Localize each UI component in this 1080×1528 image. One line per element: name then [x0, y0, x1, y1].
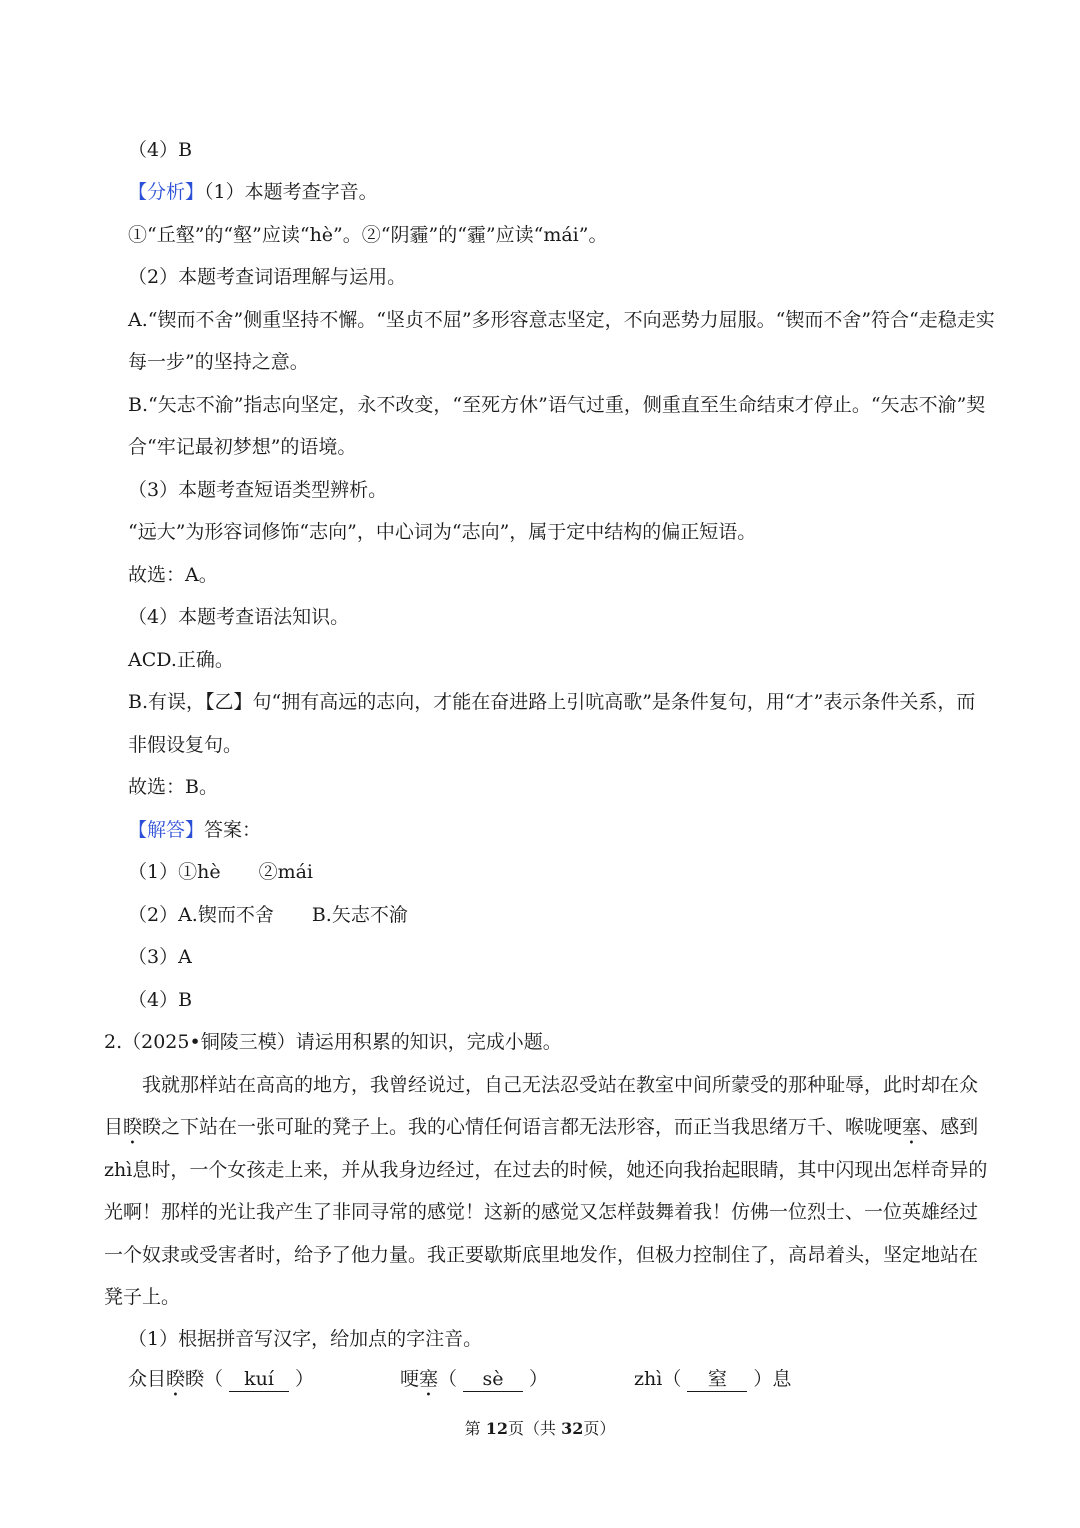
text: （2）A.锲而不舍 B.矢志不渝 — [128, 904, 408, 926]
passage-line-4 — [104, 1198, 978, 1226]
text: （4）本题考查语法知识。 — [128, 606, 350, 628]
total-pages: 32 — [561, 1419, 584, 1438]
text: B.有误，【乙】句“拥有高远的志向，才能在奋进路上引吭高歌”是条件复句，用“才”表示条件关系，而 — [128, 691, 976, 713]
solution-1 — [128, 858, 313, 886]
analysis-4-acd — [128, 646, 234, 674]
text: 睽（ — [185, 1368, 224, 1390]
analysis-2a-line1 — [128, 306, 995, 334]
solution-line — [128, 816, 261, 844]
question-2-header — [104, 1028, 562, 1056]
choice-a-line — [128, 561, 218, 589]
text: 故选：B。 — [128, 776, 218, 798]
text: （ — [438, 1368, 458, 1390]
passage-line-5 — [104, 1241, 978, 1269]
analysis-2b-line2 — [128, 433, 356, 461]
text: 一个奴隶或受害者时，给予了他力量。我正要歇斯底里地发作，但极力控制住了，高昂着头，坚定地站在 — [104, 1244, 979, 1266]
text: （3）本题考查短语类型辨析。 — [128, 479, 388, 501]
text: ）息 — [753, 1368, 792, 1390]
text: ①“丘壑”的“壑”应读“hè”。②“阴霾”的“霾”应读“mái”。 — [128, 224, 608, 246]
text: 页） — [583, 1419, 616, 1438]
text: （4）B — [128, 139, 193, 161]
dotted-char: 塞 — [902, 1116, 922, 1138]
passage-line-2 — [104, 1113, 978, 1149]
page-number: 12 — [485, 1419, 508, 1438]
text: 2.（2025•铜陵三模）请运用积累的知识，完成小题。 — [104, 1031, 562, 1053]
answer-item-1 — [128, 1365, 314, 1401]
text: 故选：A。 — [128, 564, 218, 586]
text: 合“牢记最初梦想”的语境。 — [128, 436, 357, 458]
text: 、感到 — [921, 1116, 979, 1138]
text: 凳子上。 — [104, 1286, 181, 1308]
analysis-3-title — [128, 476, 387, 504]
answer-item-2 — [400, 1365, 548, 1401]
text: 我就那样站在高高的地方，我曾经说过，自己无法忍受站在教室中间所蒙受的那种耻辱，此时却在众 — [142, 1074, 979, 1096]
analysis-2b-line1 — [128, 391, 985, 419]
solution-tag: 【解答】 — [128, 819, 205, 841]
solution-4 — [128, 986, 192, 1014]
page-footer — [0, 1416, 1080, 1439]
text: ） — [295, 1368, 315, 1390]
text: zhì — [634, 1368, 663, 1390]
text: 光啊！那样的光让我产生了非同寻常的感觉！这新的感觉又怎样鼓舞着我！仿佛一位烈士、一位英雄经过 — [104, 1201, 979, 1223]
dotted-char: 塞 — [419, 1368, 439, 1390]
text: （1）根据拼音写汉字，给加点的字注音。 — [128, 1328, 483, 1350]
analysis-4-b-line1 — [128, 688, 975, 716]
text: A.“锲而不舍”侧重坚持不懈。“坚贞不屈”多形容意志坚定，不向恶势力屈服。“锲而不舍”符合“走稳走实 — [128, 309, 995, 331]
text: ） — [529, 1368, 549, 1390]
pronunciation-line — [128, 221, 607, 249]
text: （3）A — [128, 946, 192, 968]
text: ACD.正确。 — [128, 649, 234, 671]
analysis-2a-line2 — [128, 348, 309, 376]
text: （2）本题考查词语理解与运用。 — [128, 266, 407, 288]
text: （1）①hè ②mái — [128, 861, 313, 883]
text: 每一步”的坚持之意。 — [128, 351, 309, 373]
analysis-4-title — [128, 603, 349, 631]
text: 哽 — [400, 1368, 420, 1390]
analysis-4-b-line2 — [128, 731, 242, 759]
analysis-line — [128, 178, 378, 206]
text: B.“矢志不渝”指志向坚定，永不改变，“至死方休”语气过重，侧重直至生命结束才停止。“矢志不渝”契 — [128, 394, 986, 416]
text: 页（共 — [507, 1419, 562, 1438]
analysis-2-title — [128, 263, 406, 291]
text: 答案： — [204, 819, 262, 841]
answer-item-3 — [634, 1365, 791, 1393]
text: 目 — [104, 1116, 124, 1138]
answer-blank: kuí — [229, 1367, 289, 1392]
choice-b-line — [128, 773, 218, 801]
answer-4-line — [128, 136, 192, 164]
answer-blank: 窒 — [687, 1367, 747, 1392]
subquestion-1 — [128, 1325, 482, 1353]
text: （4）B — [128, 989, 193, 1011]
dotted-char: 睽 — [123, 1116, 143, 1138]
text: “远大”为形容词修饰“志向”，中心词为“志向”，属于定中结构的偏正短语。 — [128, 521, 757, 543]
answer-blank: sè — [463, 1367, 523, 1392]
text: （1）本题考查字音。 — [204, 181, 378, 203]
analysis-tag: 【分析】 — [128, 181, 205, 203]
text: （ — [662, 1368, 682, 1390]
passage-line-3 — [104, 1156, 987, 1184]
solution-3 — [128, 943, 192, 971]
dotted-char: 睽 — [166, 1368, 186, 1390]
solution-2 — [128, 901, 408, 929]
passage-line-1 — [142, 1071, 978, 1099]
passage-line-6 — [104, 1283, 180, 1311]
text: 非假设复句。 — [128, 734, 243, 756]
text: 第 — [464, 1419, 486, 1438]
text: zhì息时，一个女孩走上来，并从我身边经过，在过去的时候，她还向我抬起眼睛，其中闪现出怎样奇异的 — [104, 1159, 988, 1181]
text: 众目 — [128, 1368, 167, 1390]
text: 睽之下站在一张可耻的凳子上。我的心情任何语言都无法形容，而正当我思绪万千、喉咙哽 — [142, 1116, 903, 1138]
analysis-3-body — [128, 518, 756, 546]
